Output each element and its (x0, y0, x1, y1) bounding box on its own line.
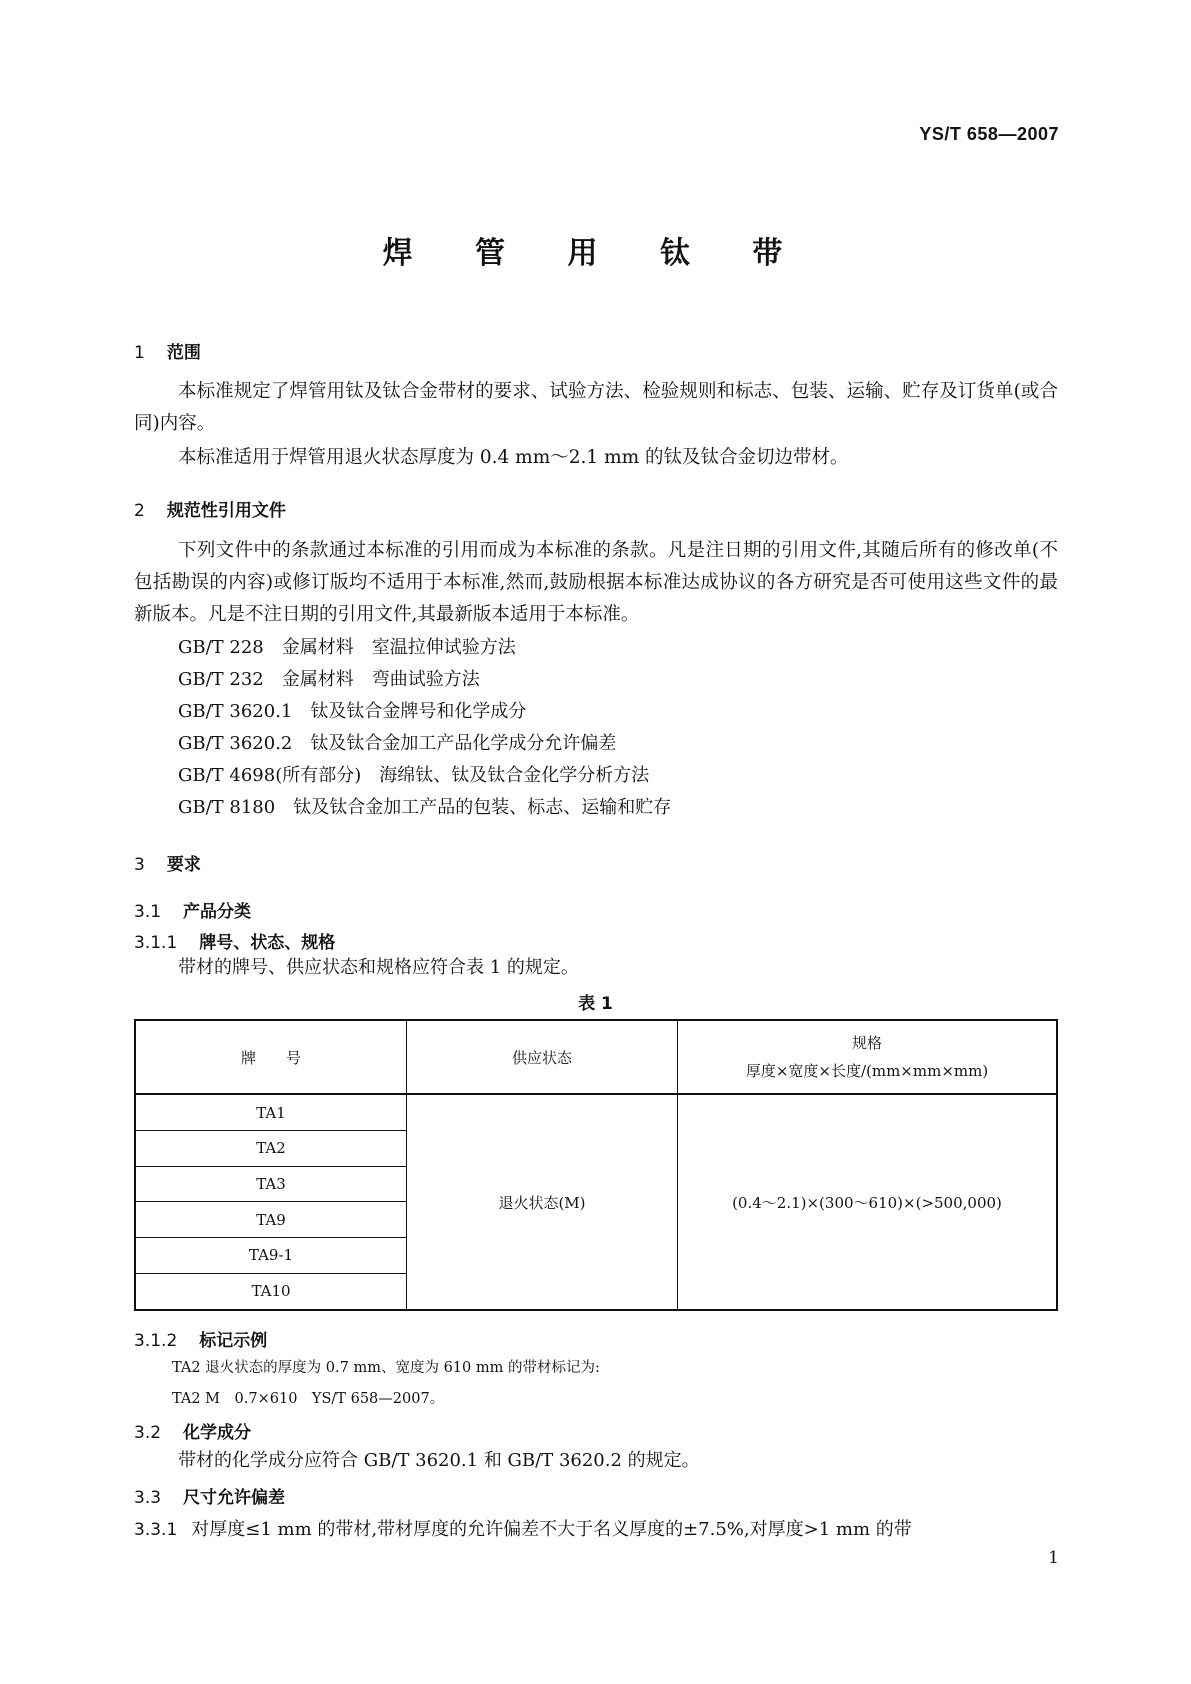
grade-cell: TA1 (135, 1094, 407, 1131)
table-1 (134, 1019, 1058, 1311)
section-number: 3.1 (134, 902, 162, 922)
section-3-heading (134, 850, 201, 875)
section-3-1-heading (134, 897, 251, 922)
spec-cell: (0.4～2.1)×(300～610)×(>500,000) (678, 1094, 1058, 1310)
section-number: 3.3 (134, 1488, 162, 1508)
section-3-1-1-text: 带材的牌号、供应状态和规格应符合表 1 的规定。 (178, 957, 579, 978)
section-3-1-1-heading (134, 928, 335, 953)
reference-item: GB/T 3620.2 钛及钛合金加工产品化学成分允许偏差 (178, 733, 617, 754)
section-number: 3.3.1 (134, 1520, 178, 1540)
marking-example-line-2: TA2 M 0.7×610 YS/T 658—2007。 (172, 1391, 445, 1407)
spec-header-line-1: 规格 (851, 1034, 882, 1052)
section-title: 尺寸允许偏差 (183, 1488, 286, 1508)
grade-cell: TA2 (135, 1131, 407, 1167)
section-title: 产品分类 (183, 902, 252, 922)
section-number: 2 (134, 501, 145, 521)
grade-cell: TA9-1 (135, 1238, 407, 1274)
reference-item: GB/T 3620.1 钛及钛合金牌号和化学成分 (178, 701, 527, 722)
section-title: 牌号、状态、规格 (199, 933, 336, 953)
section-number: 3.1.1 (134, 933, 178, 953)
section-title: 范围 (166, 343, 201, 363)
reference-item: GB/T 228 金属材料 室温拉伸试验方法 (178, 637, 516, 658)
section-2-heading (134, 496, 286, 521)
column-header-grade: 牌 号 (135, 1020, 407, 1094)
page-title: 焊 管 用 钛 带 (382, 236, 809, 271)
page-number: 1 (1048, 1548, 1059, 1568)
section-3-1-2-heading (134, 1326, 267, 1351)
section-2-paragraph: 下列文件中的条款通过本标准的引用而成为本标准的条款。凡是注日期的引用文件,其随后所有的修改单(不包括勘误的内容)或修订版均不适用于本标准,然而,鼓励根据本标准达成协议的各方研究是否可使用这些文件的最新版本。凡是不注日期的引用文件,其最新版本适用于本标准。 (134, 540, 1058, 625)
reference-item: GB/T 4698(所有部分) 海绵钛、钛及钛合金化学分析方法 (178, 765, 650, 786)
grade-cell: TA3 (135, 1166, 407, 1202)
table-caption: 表 1 (578, 994, 613, 1014)
section-3-3-1-line (134, 1514, 1058, 1546)
standard-number: YS/T 658—2007 (919, 124, 1059, 144)
spec-header-line-2: 厚度×宽度×长度/(mm×mm×mm) (745, 1062, 989, 1080)
section-3-3-1-text: 对厚度≤1 mm 的带材,带材厚度的允许偏差不大于名义厚度的±7.5%,对厚度>1 mm 的带 (191, 1519, 912, 1540)
section-number: 3.2 (134, 1423, 162, 1443)
section-title: 标记示例 (199, 1331, 268, 1351)
section-title: 化学成分 (183, 1423, 252, 1443)
column-header-spec (678, 1020, 1058, 1094)
section-3-3-heading (134, 1483, 285, 1508)
section-number: 1 (134, 343, 145, 363)
grade-cell: TA10 (135, 1273, 407, 1310)
marking-example-line-1: TA2 退火状态的厚度为 0.7 mm、宽度为 610 mm 的带材标记为: (172, 1360, 600, 1376)
table-row (135, 1094, 1057, 1131)
section-number: 3.1.2 (134, 1331, 178, 1351)
reference-item: GB/T 232 金属材料 弯曲试验方法 (178, 669, 480, 690)
section-number: 3 (134, 855, 145, 875)
section-3-2-text: 带材的化学成分应符合 GB/T 3620.1 和 GB/T 3620.2 的规定。 (178, 1450, 700, 1471)
grade-cell: TA9 (135, 1202, 407, 1238)
section-1-heading (134, 338, 201, 363)
section-1-paragraph-2: 本标准适用于焊管用退火状态厚度为 0.4 mm～2.1 mm 的钛及钛合金切边带材。 (178, 447, 849, 468)
column-header-state: 供应状态 (407, 1020, 678, 1094)
section-1-paragraph-1: 本标准规定了焊管用钛及钛合金带材的要求、试验方法、检验规则和标志、包装、运输、贮存及订货单(或合同)内容。 (134, 381, 1058, 434)
state-cell: 退火状态(M) (407, 1094, 678, 1310)
section-title: 规范性引用文件 (166, 501, 286, 521)
section-title: 要求 (166, 855, 201, 875)
section-3-2-heading (134, 1418, 251, 1443)
reference-item: GB/T 8180 钛及钛合金加工产品的包装、标志、运输和贮存 (178, 797, 672, 818)
